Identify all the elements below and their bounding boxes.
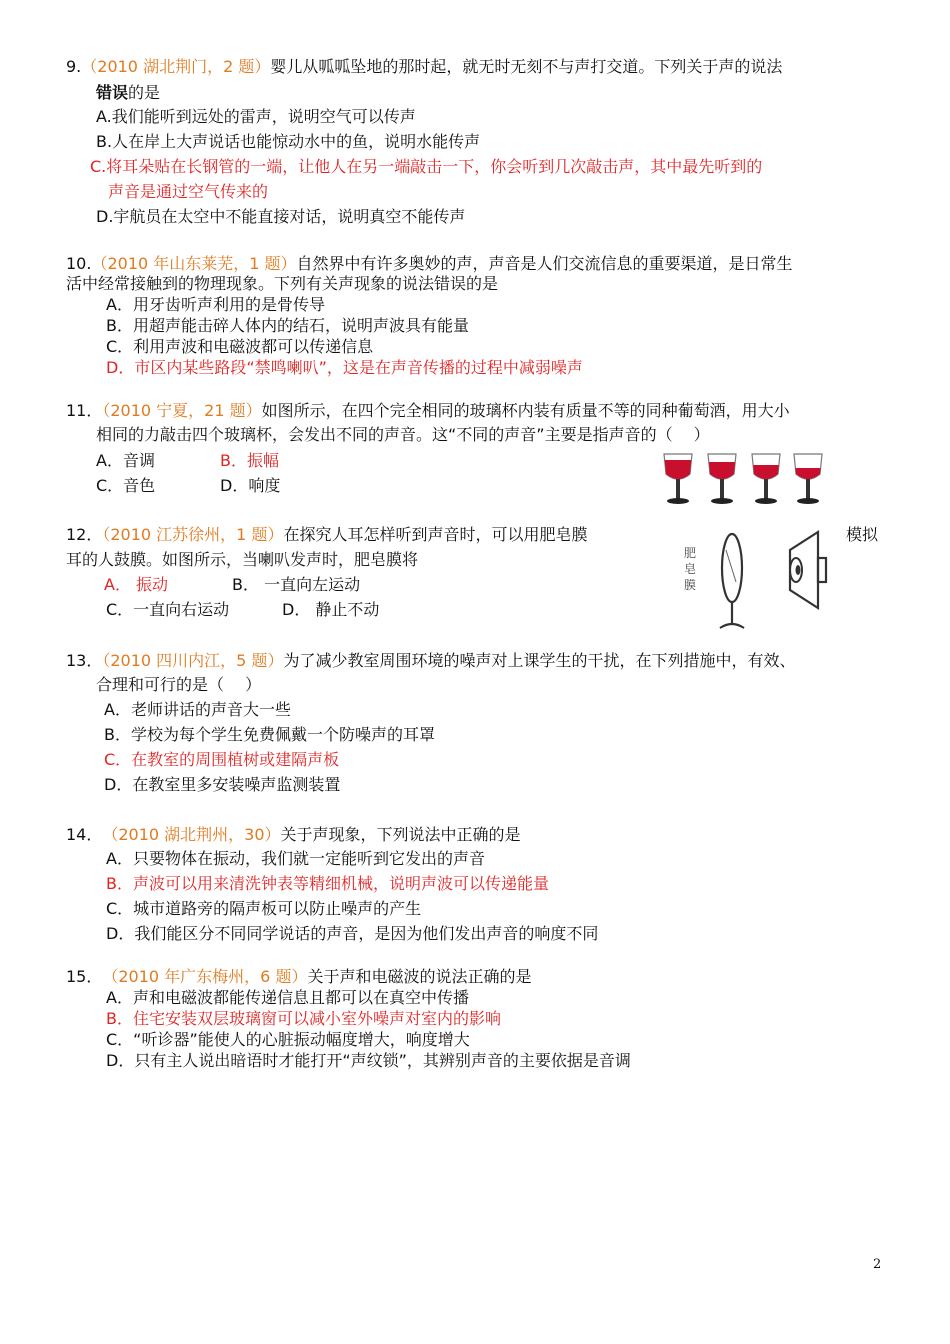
option-d: D．响度 [220,476,281,495]
option-d: D．我们能区分不同同学说话的声音，是因为他们发出声音的响度不同 [106,924,599,943]
option-b-answer: B．振幅 [220,451,279,470]
question-stem: 如图所示，在四个完全相同的玻璃杯内装有质量不等的同种葡萄酒，用大小 [261,401,790,420]
option-d: D．只有主人说出暗语时才能打开“声纹锁”，其辨别声音的主要依据是音调 [106,1051,631,1070]
question-source: （2010 江苏徐州，1 题） [102,525,284,544]
option-c: C．“听诊器”能使人的心脏振动幅度增大，响度增大 [106,1030,470,1049]
option-c-answer-cont: 声音是通过空气传来的 [108,182,269,201]
wine-glass-2 [708,454,736,504]
question-number: 14． [66,825,103,844]
option-a-answer: A． 振动 [104,575,169,594]
option-a: A.我们能听到远处的雷声，说明空气可以传声 [96,107,416,126]
question-number: 13． [66,651,103,670]
wine-glass-1 [664,454,692,504]
question-number: 15． [66,967,103,986]
option-c-answer: C．在教室的周围植树或建隔声板 [104,750,340,769]
question-number: 9. [66,57,82,76]
question-10-stem-line2: 活中经常接触到的物理现象。下列有关声现象的说法错误的是 [66,274,499,293]
question-stem: 为了减少教室周围环境的噪声对上课学生的干扰，在下列措施中，有效、 [283,651,796,670]
soap-film-ring [720,534,744,628]
question-11-stem-line1 [66,400,790,422]
question-source: （2010 宁夏，21 题） [102,401,262,420]
question-stem: 在探究人耳怎样听到声音时，可以用肥皂膜 [283,525,588,544]
question-12-stem-tail: 模拟 [846,525,879,544]
option-b: B．用超声能击碎人体内的结石，说明声波具有能量 [106,316,469,335]
option-a: A．音调 [96,451,155,470]
question-number: 12． [66,525,103,544]
question-10-stem-line1 [66,253,793,275]
wine-glasses-figure [658,448,826,508]
option-a: A．老师讲话的声音大一些 [104,700,291,719]
question-stem: 关于声现象，下列说法中正确的是 [280,825,521,844]
question-14-stem [66,824,521,846]
question-number: 10. [66,254,92,273]
question-source: （2010 四川内江，5 题） [102,651,284,670]
option-a: A．只要物体在振动，我们就一定能听到它发出的声音 [106,849,485,868]
question-stem: 婴儿从呱呱坠地的那时起，就无时无刻不与声打交道。下列关于声的说法 [270,57,783,76]
option-b-answer: B．住宅安装双层玻璃窗可以减小室外噪声对室内的影响 [106,1009,501,1028]
question-15-stem [66,966,531,988]
question-source: （2010 湖北荆州，30） [110,825,281,844]
question-source: （2010 年山东莱芜，1 题） [91,254,297,273]
soap-film-speaker-figure [704,528,834,634]
question-12-stem-line1 [66,524,587,546]
soap-film-label: 肥 皂 膜 [684,546,697,592]
question-13-stem-line2: 合理和可行的是（ ） [96,675,262,694]
question-stem: 自然界中有许多奥妙的声，声音是人们交流信息的重要渠道，是日常生 [296,254,793,273]
wine-glass-4 [794,454,822,504]
option-d: D．在教室里多安装噪声监测装置 [104,775,341,794]
question-9-stem-line2 [96,82,160,104]
option-b: B．学校为每个学生免费佩戴一个防噪声的耳罩 [104,725,435,744]
question-stem: 的是 [128,83,161,102]
option-b: B． 一直向左运动 [232,575,361,594]
option-c-answer: C.将耳朵贴在长钢管的一端，让他人在另一端敲击一下，你会听到几次敲击声，其中最先听到的 [90,157,763,176]
option-b-answer: B．声波可以用来清洗钟表等精细机械，说明声波可以传递能量 [106,874,549,893]
option-c: C．音色 [96,476,156,495]
question-source: （2010 湖北荆门，2 题） [81,57,271,76]
page-number: 2 [873,1257,882,1272]
option-a: A．声和电磁波都能传递信息且都可以在真空中传播 [106,988,469,1007]
question-11-stem-line2: 相同的力敲击四个玻璃杯，会发出不同的声音。这“不同的声音”主要是指声音的（ ） [96,425,710,444]
question-13-stem-line1 [66,650,795,672]
option-c: C．利用声波和电磁波都可以传递信息 [106,337,374,356]
option-c: C．城市道路旁的隔声板可以防止噪声的产生 [106,899,422,918]
wine-glass-3 [752,454,780,504]
question-source: （2010 年广东梅州，6 题） [110,967,308,986]
speaker-icon [790,532,826,608]
option-d: D.宇航员在太空中不能直接对话，说明真空不能传声 [96,207,466,226]
option-d-answer: D．市区内某些路段“禁鸣喇叭”，这是在声音传播的过程中减弱噪声 [106,358,583,377]
option-a: A．用牙齿听声利用的是骨传导 [106,295,325,314]
option-d: D． 静止不动 [282,600,380,619]
emphasis-word: 错误 [96,83,129,102]
question-9-stem-line1 [66,56,782,78]
question-number: 11． [66,401,103,420]
question-stem: 关于声和电磁波的说法正确的是 [307,967,532,986]
option-b: B.人在岸上大声说话也能惊动水中的鱼，说明水能传声 [96,132,481,151]
question-12-stem-line2: 耳的人鼓膜。如图所示，当喇叭发声时，肥皂膜将 [66,550,419,569]
option-c: C．一直向右运动 [106,600,230,619]
